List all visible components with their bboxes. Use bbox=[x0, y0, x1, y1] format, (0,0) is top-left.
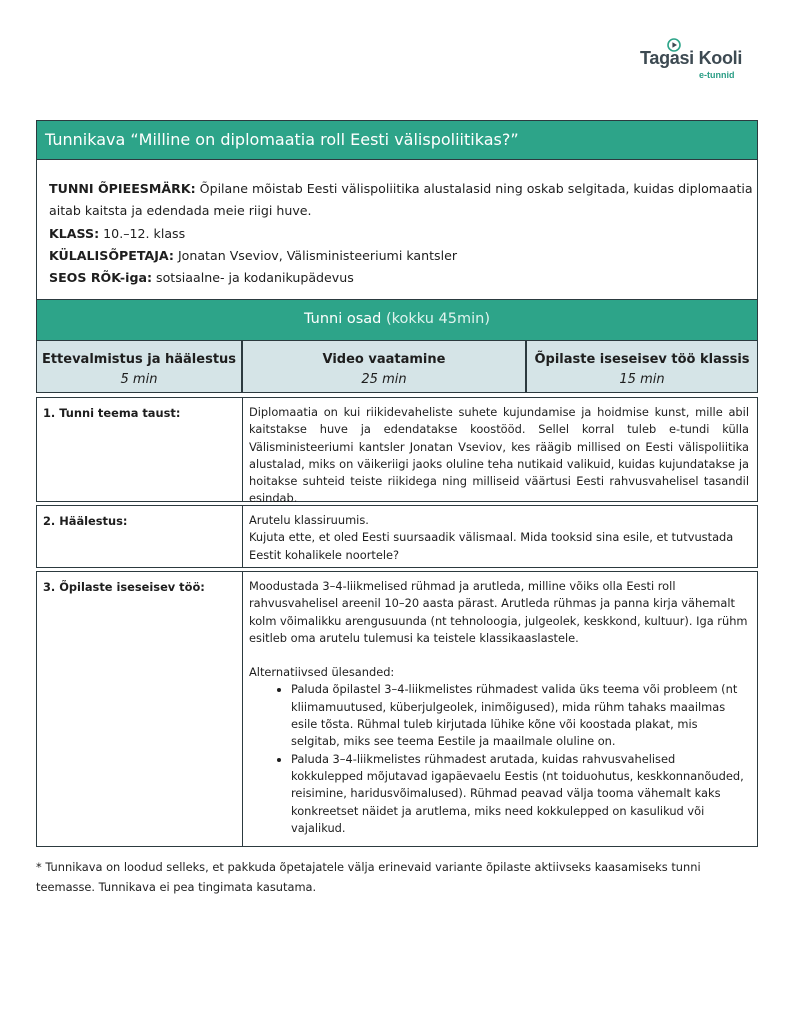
alt-tasks-label: Alternatiivsed ülesanded: bbox=[249, 665, 395, 680]
phase-duration: 5 min bbox=[120, 372, 158, 387]
phase-duration: 25 min bbox=[361, 372, 407, 387]
section-independent-work bbox=[36, 571, 758, 847]
curriculum-label: SEOS RÕK-iga: bbox=[49, 270, 152, 286]
phase-name: Ettevalmistus ja häälestus bbox=[41, 352, 237, 367]
alt-tasks-list bbox=[249, 681, 749, 837]
lesson-title: Tunnikava “Milline on diplomaatia roll Eesti välispoliitikas?” bbox=[36, 120, 758, 160]
lesson-parts-header bbox=[36, 299, 758, 341]
parts-title: Tunni osad bbox=[303, 311, 382, 327]
curriculum-row bbox=[49, 267, 757, 289]
section-background bbox=[36, 397, 758, 506]
phase-video bbox=[242, 340, 526, 393]
task-intro: Moodustada 3–4-liikmelised rühmad ja arutleda, milline võiks olla Eesti roll rahvusvahelisel areenil 10–20 aasta pärast. Arutleda rühmas ja panna kirja vähemalt kolm võimalikku arengusuunda (nt tehnoloogia, julgeolek, keskkond, kultuur). Iga rühm esitleb oma arutelu tulemusi ka teistele klassikaaslastele. bbox=[249, 579, 748, 645]
section-label: 3. Õpilaste iseseisev töö: bbox=[43, 580, 205, 594]
phase-independent-work bbox=[526, 340, 758, 393]
warmup-line-1: Arutelu klassiruumis. bbox=[249, 513, 369, 527]
guest-label: KÜLALISÕPETAJA: bbox=[49, 247, 174, 263]
list-item: • Paluda õpilastel 3–4-liikmelistes rühmadest valida üks teema või probleem (nt kliimamuutused, küberjulgeolek, inimõigused), mida rühm tahaks maailmas esile tõsta. Rühmal tuleb kirjutada lühike kõne või koostada plakat, mis selgitab, miks see teema Eestile ja maailmale oluline on. bbox=[291, 681, 749, 750]
list-item: • Paluda 3–4-liikmelistes rühmadest arutada, kuidas rahvusvahelised kokkulepped mõjutavad igapäevaelu Eestis (nt toiduohutus, keskkonnanõuded, reisimine, haridusvõimalused). Rühmad peavad välja tooma vähemalt kaks konkreetset näidet ja arutlema, miks need kokkulepped on kasulikud või vajalikud. bbox=[291, 751, 749, 837]
class-text: 10.–12. klass bbox=[103, 225, 186, 241]
guest-row bbox=[49, 245, 757, 267]
section-body bbox=[242, 506, 757, 567]
logo-subtitle: e-tunnid bbox=[699, 70, 735, 80]
footnote: * Tunnikava on loodud selleks, et pakkuda õpetajatele välja erinevaid variante õpilaste aktiivseks kaasamiseks tunni teemasse. Tunnikava ei pea tingimata kasutama. bbox=[36, 860, 701, 894]
logo bbox=[640, 42, 750, 82]
section-body bbox=[242, 572, 757, 846]
phase-duration: 15 min bbox=[619, 372, 665, 387]
section-label: 1. Tunni teema taust: bbox=[43, 406, 181, 420]
guest-text: Jonatan Vseviov, Välisministeeriumi kantsler bbox=[177, 247, 458, 263]
logo-name: Tagasi Kooli bbox=[640, 48, 743, 68]
phases-row bbox=[36, 340, 758, 393]
class-row bbox=[49, 223, 757, 245]
parts-total: (kokku 45min) bbox=[385, 311, 490, 327]
goal-label: TUNNI ÕPIEESMÄRK: bbox=[49, 181, 196, 196]
section-warmup bbox=[36, 505, 758, 568]
curriculum-text: sotsiaalne- ja kodanikupädevus bbox=[156, 270, 354, 286]
goal-text: Õpilane mõistab Eesti välispoliitika alustalasid ning oskab selgitada, kuidas diplomaatia aitab kaitsta ja edendada meie riigi huve. bbox=[49, 181, 753, 219]
lesson-info bbox=[36, 159, 758, 300]
goal-row bbox=[49, 178, 757, 223]
phase-name: Õpilaste iseseisev töö klassis bbox=[534, 352, 750, 367]
section-text: Diplomaatia on kui riikidevaheliste suhete kujundamise ja hoidmise kunst, mille abil kaitstakse huve ja edendatakse koostööd. Sellel korral tuleb e-tundi külla Välisministeeriumi kantsler Jonatan Vseviov, kes räägib millised on Eesti välispoliitika alustalad, miks on väikeriigi jaoks oluline teha nutikaid valikuid, kuidas kujundatakse ja hoitakse suhteid teiste riikidega ning milliseid väärtusi Eesti rahvusvahelisel tasandil esindab. bbox=[242, 398, 757, 501]
class-label: KLASS: bbox=[49, 225, 100, 241]
phase-name: Video vaatamine bbox=[322, 352, 446, 367]
section-label: 2. Häälestus: bbox=[43, 514, 128, 528]
warmup-line-2: Kujuta ette, et oled Eesti suursaadik välismaal. Mida tooksid sina esile, et tutvustada Eestit kohalikele noortele? bbox=[249, 530, 734, 562]
phase-preparation bbox=[36, 340, 242, 393]
